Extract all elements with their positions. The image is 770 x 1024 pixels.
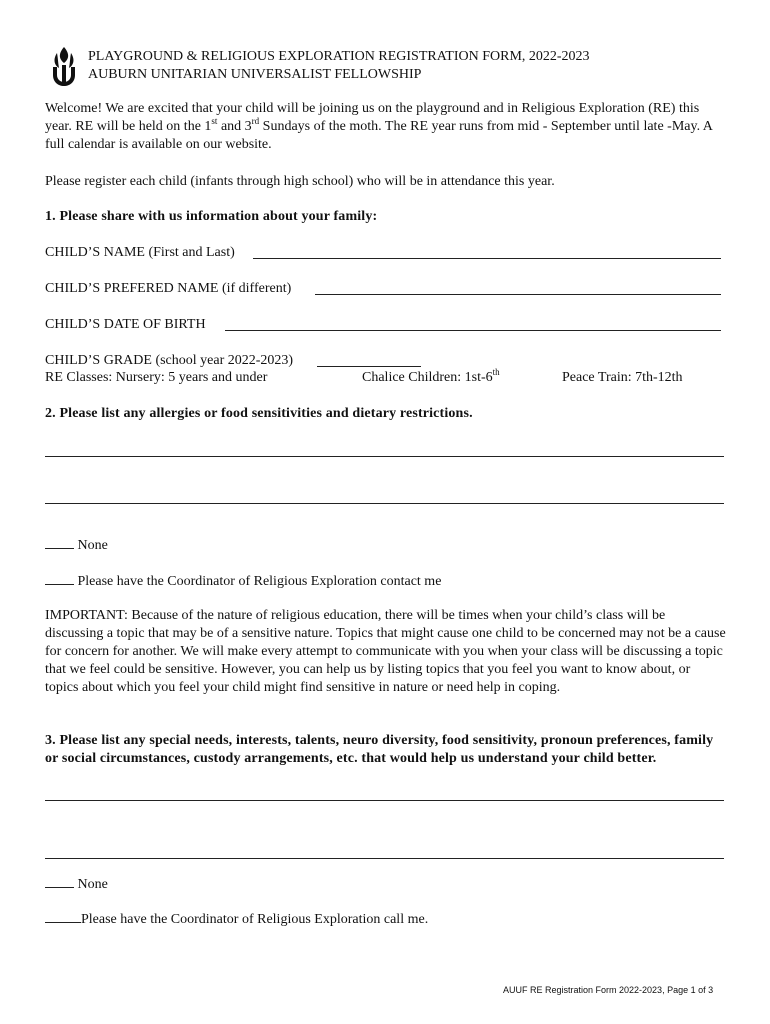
special-needs-line-2[interactable] [45,858,724,859]
form-title-line1: PLAYGROUND & RELIGIOUS EXPLORATION REGISTRATION FORM, 2022-2023 [88,49,590,64]
section3-heading: 3. Please list any special needs, interests, talents, neuro diversity, food sensitivity, pronoun preferences, family or social circumstances, custody arrangements, etc. that would help us understand your child better. [45,733,714,766]
form-title [88,48,590,84]
welcome-text-3: Sundays of the moth. The RE year runs from mid - September until late -May. A full calendar is available on our website. [45,119,713,152]
re-classes-chalice-sup: th [492,367,500,377]
preferred-name-label: CHILD’S PREFERED NAME (if different) [45,281,292,296]
child-name-label: CHILD’S NAME (First and Last) [45,245,235,260]
re-classes-peace: Peace Train: 7th-12th [562,370,683,385]
page-footer: AUUF RE Registration Form 2022-2023, Page 1 of 3 [503,985,714,995]
allergies-line-1[interactable] [45,456,724,457]
welcome-sup-1: st [211,116,218,126]
special-needs-call-checkbox[interactable] [45,909,81,923]
special-needs-none-label: None [77,877,108,892]
special-needs-line-1[interactable] [45,800,724,801]
dob-field[interactable] [225,330,721,331]
welcome-text-1: Welcome! We are excited that your child will be joining us on the playground and in Religious Exploration (RE) this year. RE will be held on the 1 [45,101,700,134]
flaming-chalice-icon [50,45,78,89]
allergies-line-2[interactable] [45,503,724,504]
important-paragraph: IMPORTANT: Because of the nature of religious education, there will be times when your child’s class will be discussing a topic that may be of a sensitive nature. Topics that might cause one child to be concerned may not be a cause for concern for another. We will make every attempt to communicate with you when your class will be discussing a topic that we feel could be sensitive. However, you can help us by listing topics that you feel you want to know about, or topics about which you feel your child might find sensitive in nature or need help in coping. [45,608,726,695]
allergies-none-label: None [77,538,108,553]
special-needs-call-option[interactable] [45,909,428,929]
grade-field[interactable] [317,366,421,367]
allergies-contact-label: Please have the Coordinator of Religious Exploration contact me [77,574,442,589]
special-needs-none-option[interactable] [45,874,108,894]
section1-heading: 1. Please share with us information about your family: [45,209,378,224]
special-needs-call-label: Please have the Coordinator of Religious Exploration call me. [81,912,429,927]
re-classes-chalice-text: Chalice Children: 1st-6 [362,370,493,385]
welcome-text-2: and 3 [217,119,252,134]
re-classes-chalice [362,369,500,387]
special-needs-none-checkbox[interactable] [45,874,74,888]
section2-heading: 2. Please list any allergies or food sensitivities and dietary restrictions. [45,406,473,421]
form-title-line2: AUBURN UNITARIAN UNIVERSALIST FELLOWSHIP [88,67,422,82]
allergies-contact-checkbox[interactable] [45,571,74,585]
welcome-sup-2: rd [251,116,260,126]
dob-label: CHILD’S DATE OF BIRTH [45,317,206,332]
welcome-paragraph [45,100,727,154]
allergies-none-option[interactable] [45,535,108,555]
re-classes-nursery: RE Classes: Nursery: 5 years and under [45,370,268,385]
child-name-field[interactable] [253,258,721,259]
preferred-name-field[interactable] [315,294,721,295]
grade-label: CHILD’S GRADE (school year 2022-2023) [45,353,294,368]
allergies-contact-option[interactable] [45,571,441,591]
allergies-none-checkbox[interactable] [45,535,74,549]
register-note: Please register each child (infants through high school) who will be in attendance this year. [45,174,555,189]
